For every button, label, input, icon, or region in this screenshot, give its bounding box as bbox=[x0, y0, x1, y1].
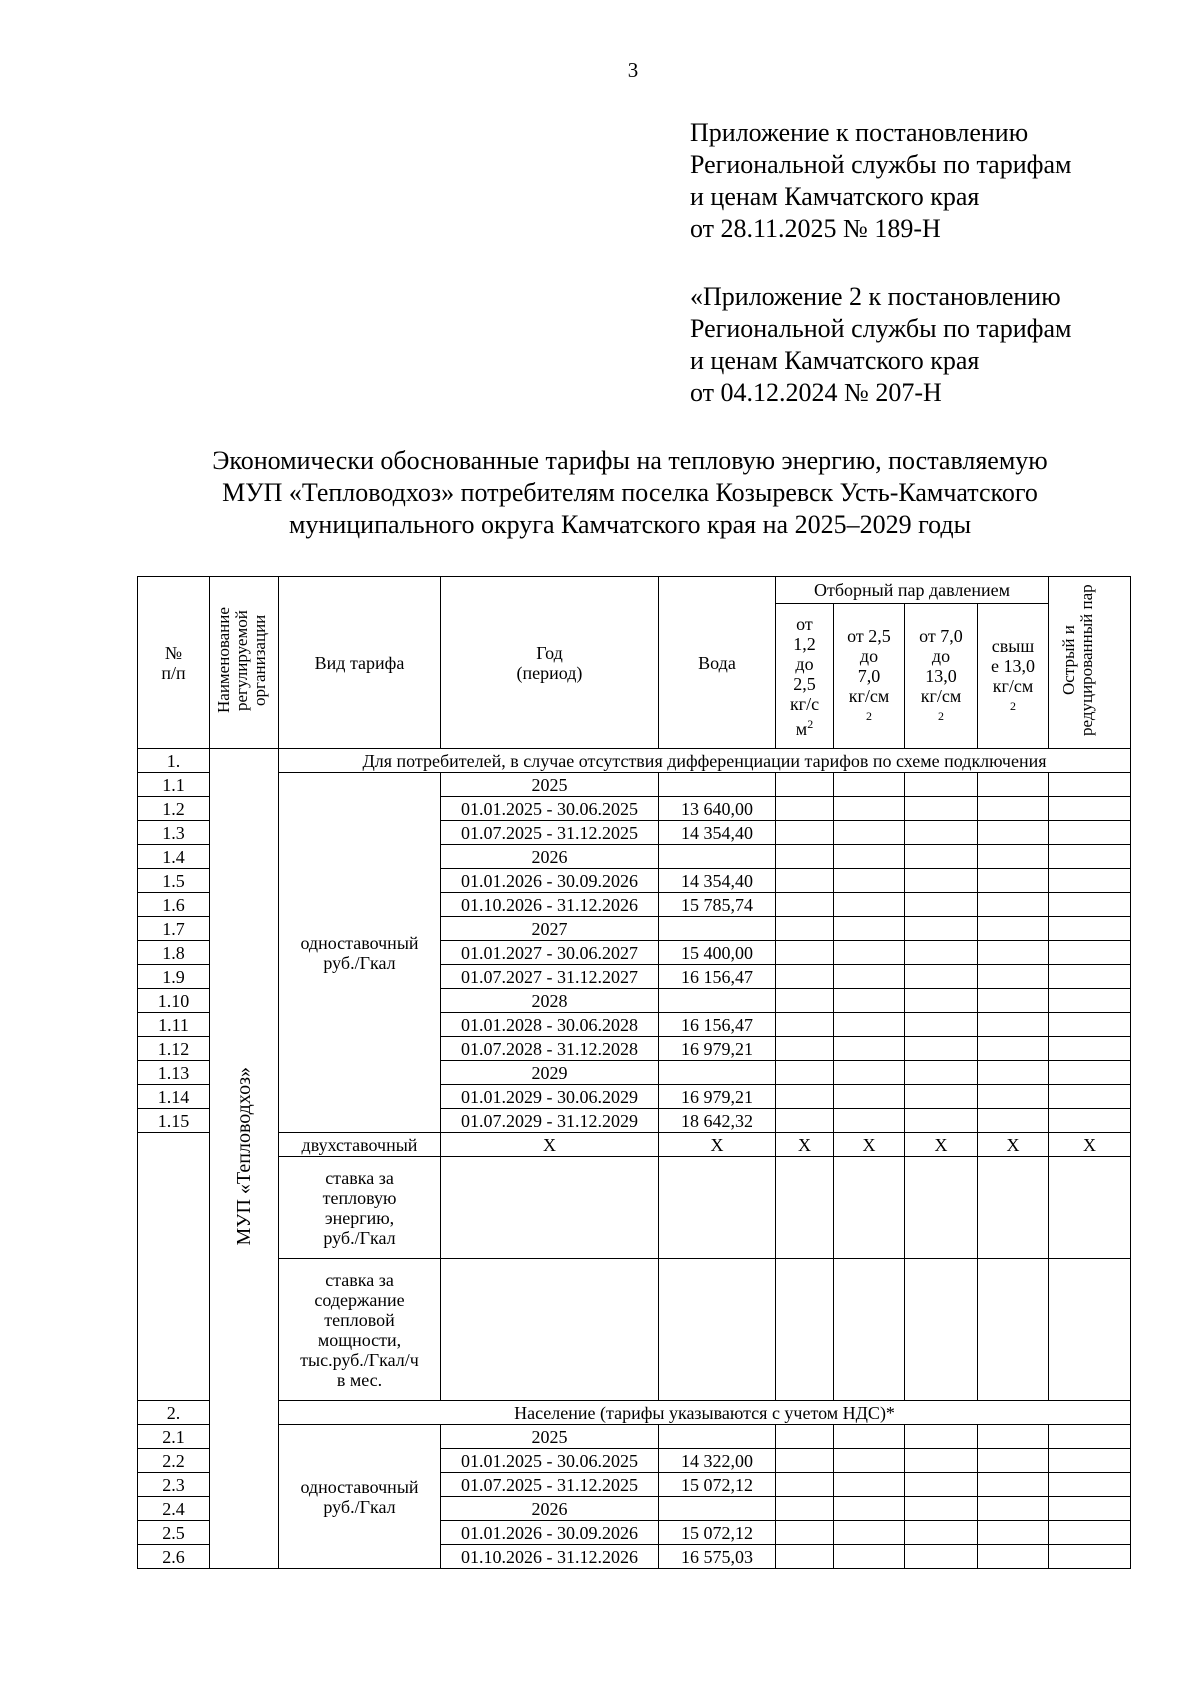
water-cell bbox=[659, 845, 776, 869]
section-row bbox=[138, 1401, 1131, 1425]
row-number: 1.2 bbox=[138, 797, 210, 821]
period-cell: 01.07.2025 - 31.12.2025 bbox=[441, 821, 659, 845]
row-number: 2.3 bbox=[138, 1473, 210, 1497]
header-text: е 13,0 bbox=[991, 656, 1036, 676]
superscript: 2 bbox=[1010, 699, 1017, 713]
period-cell: 01.07.2029 - 31.12.2029 bbox=[441, 1109, 659, 1133]
header-text: кг/см bbox=[920, 686, 962, 706]
header-text: м bbox=[795, 718, 808, 739]
superscript: 2 bbox=[866, 709, 872, 723]
title-line: муниципального округа Камчатского края на 2025–2029 годы bbox=[288, 510, 972, 539]
page-number: 3 bbox=[627, 58, 639, 82]
appendix-line: Региональной службы по тарифам bbox=[690, 314, 1072, 343]
header-steam-7-13 bbox=[905, 604, 978, 749]
tariff-type-single-rate bbox=[279, 773, 441, 1133]
x-mark: X bbox=[1049, 1133, 1131, 1157]
header-text: 7,0 bbox=[857, 666, 881, 686]
period-cell: 2026 bbox=[441, 845, 659, 869]
row-number: 1.7 bbox=[138, 917, 210, 941]
header-steam-group: Отборный пар давлением bbox=[776, 577, 1049, 604]
water-cell: 14 354,40 bbox=[659, 869, 776, 893]
header-text: 2,5 bbox=[793, 673, 816, 694]
row-number: 2.2 bbox=[138, 1449, 210, 1473]
row-number: 1. bbox=[138, 749, 210, 773]
table-row bbox=[138, 773, 1131, 797]
header-text: свыш bbox=[991, 636, 1035, 656]
section-row bbox=[138, 749, 1131, 773]
document-title bbox=[130, 445, 1130, 541]
header-text: от bbox=[796, 613, 813, 634]
water-cell: 16 156,47 bbox=[659, 965, 776, 989]
row-number: 1.8 bbox=[138, 941, 210, 965]
org-name: МУП «Тепловодхоз» bbox=[233, 1067, 255, 1246]
header-text: до bbox=[795, 653, 814, 674]
row-number: 1.13 bbox=[138, 1061, 210, 1085]
header-row bbox=[138, 577, 1131, 604]
water-cell: 16 575,03 bbox=[659, 1545, 776, 1569]
rate-text: тепловую bbox=[322, 1187, 397, 1208]
water-cell bbox=[659, 989, 776, 1013]
rate-text: содержание bbox=[314, 1289, 405, 1310]
tariff-table bbox=[137, 576, 1131, 1569]
section-title: Население (тарифы указываются с учетом НДС)* bbox=[279, 1401, 1131, 1425]
row-number: 2.1 bbox=[138, 1425, 210, 1449]
header-text: (период) bbox=[516, 662, 583, 683]
header-sharp-steam bbox=[1049, 577, 1131, 749]
header-text: кг/см bbox=[848, 686, 890, 706]
water-cell: 14 322,00 bbox=[659, 1449, 776, 1473]
header-text: до bbox=[931, 646, 951, 666]
row-number: 1.15 bbox=[138, 1109, 210, 1133]
row-number: 1.4 bbox=[138, 845, 210, 869]
water-cell: 14 354,40 bbox=[659, 821, 776, 845]
header-text: кг/см bbox=[992, 676, 1034, 696]
water-cell: 16 979,21 bbox=[659, 1085, 776, 1109]
x-mark: X bbox=[978, 1133, 1049, 1157]
x-mark: X bbox=[776, 1133, 834, 1157]
header-text: от 7,0 bbox=[919, 626, 963, 646]
x-mark: X bbox=[441, 1133, 659, 1157]
rate-text: ставка за bbox=[325, 1269, 394, 1290]
row-number: 1.9 bbox=[138, 965, 210, 989]
water-cell: 15 072,12 bbox=[659, 1473, 776, 1497]
header-steam-2.5-7 bbox=[834, 604, 905, 749]
x-mark: X bbox=[905, 1133, 978, 1157]
water-cell bbox=[659, 773, 776, 797]
period-cell: 2029 bbox=[441, 1061, 659, 1085]
header-text bbox=[776, 714, 833, 739]
period-cell: 2028 bbox=[441, 989, 659, 1013]
period-cell: 01.01.2025 - 30.06.2025 bbox=[441, 1449, 659, 1473]
header-text: Год bbox=[536, 642, 563, 663]
header-text: до bbox=[859, 646, 879, 666]
row-number: 2.5 bbox=[138, 1521, 210, 1545]
table-row-rate-capacity bbox=[138, 1259, 1131, 1401]
water-cell bbox=[659, 1497, 776, 1521]
period-cell: 2026 bbox=[441, 1497, 659, 1521]
water-cell bbox=[659, 1061, 776, 1085]
water-cell: 16 156,47 bbox=[659, 1013, 776, 1037]
superscript: 2 bbox=[807, 716, 814, 731]
period-cell: 01.07.2027 - 31.12.2027 bbox=[441, 965, 659, 989]
header-text: от 2,5 bbox=[847, 626, 891, 646]
period-cell: 01.01.2025 - 30.06.2025 bbox=[441, 797, 659, 821]
water-cell: 15 072,12 bbox=[659, 1521, 776, 1545]
period-cell: 01.10.2026 - 31.12.2026 bbox=[441, 1545, 659, 1569]
row-number: 1.11 bbox=[138, 1013, 210, 1037]
header-year bbox=[441, 577, 659, 749]
period-cell: 01.10.2026 - 31.12.2026 bbox=[441, 893, 659, 917]
water-cell: 13 640,00 bbox=[659, 797, 776, 821]
x-mark: X bbox=[659, 1133, 776, 1157]
tariff-type-text: руб./Гкал bbox=[323, 952, 396, 973]
rate-capacity-label bbox=[279, 1259, 441, 1401]
tariff-type-single-rate bbox=[279, 1425, 441, 1569]
header-text: 1,2 bbox=[793, 633, 816, 654]
water-cell bbox=[659, 917, 776, 941]
period-cell: 2025 bbox=[441, 1425, 659, 1449]
row-number: 1.10 bbox=[138, 989, 210, 1013]
water-cell bbox=[659, 1425, 776, 1449]
period-cell: 01.01.2026 - 30.09.2026 bbox=[441, 869, 659, 893]
period-cell: 01.01.2027 - 30.06.2027 bbox=[441, 941, 659, 965]
row-number: 2. bbox=[138, 1401, 210, 1425]
table-row-two-rate bbox=[138, 1133, 1131, 1157]
rate-text: тепловой bbox=[324, 1309, 395, 1330]
appendix-line: от 04.12.2024 № 207-Н bbox=[690, 378, 942, 407]
row-number: 1.5 bbox=[138, 869, 210, 893]
header-text: 13,0 bbox=[925, 666, 957, 686]
water-cell: 15 785,74 bbox=[659, 893, 776, 917]
rate-text: мощности, bbox=[317, 1329, 402, 1350]
header-text: № bbox=[164, 642, 183, 663]
x-mark: X bbox=[834, 1133, 905, 1157]
appendix-current-decree bbox=[690, 117, 1071, 245]
tariff-type-two-rate: двухставочный bbox=[279, 1133, 441, 1157]
header-steam-1-2.5 bbox=[776, 604, 834, 749]
period-cell: 2025 bbox=[441, 773, 659, 797]
appendix-line: Региональной службы по тарифам bbox=[690, 150, 1072, 179]
rate-text: тыс.руб./Гкал/ч bbox=[300, 1349, 419, 1370]
tariff-type-text: одноставочный bbox=[300, 932, 419, 953]
header-text: кг/с bbox=[789, 693, 820, 714]
row-number: 2.6 bbox=[138, 1545, 210, 1569]
appendix-line: и ценам Камчатского края bbox=[690, 346, 980, 375]
section-title: Для потребителей, в случае отсутствия дифференциации тарифов по схеме подключения bbox=[279, 749, 1131, 773]
row-number: 1.6 bbox=[138, 893, 210, 917]
rate-text: ставка за bbox=[325, 1167, 394, 1188]
water-cell: 15 400,00 bbox=[659, 941, 776, 965]
header-org bbox=[210, 577, 279, 749]
header-text: Острый и редуцированный пар bbox=[1058, 584, 1096, 737]
period-cell: 01.01.2028 - 30.06.2028 bbox=[441, 1013, 659, 1037]
header-steam-over-13 bbox=[978, 604, 1049, 749]
water-cell: 16 979,21 bbox=[659, 1037, 776, 1061]
rate-text: энергию, bbox=[324, 1207, 395, 1228]
rate-text: руб./Гкал bbox=[323, 1227, 396, 1248]
period-cell: 2027 bbox=[441, 917, 659, 941]
row-number-empty bbox=[138, 1133, 210, 1401]
title-line: МУП «Тепловодхоз» потребителям поселка Козыревск Усть-Камчатского bbox=[222, 478, 1038, 507]
row-number: 1.12 bbox=[138, 1037, 210, 1061]
period-cell: 01.07.2028 - 31.12.2028 bbox=[441, 1037, 659, 1061]
appendix-previous-decree bbox=[690, 281, 1071, 409]
rate-energy-label bbox=[279, 1157, 441, 1259]
header-water: Вода bbox=[659, 577, 776, 749]
appendix-line: и ценам Камчатского края bbox=[690, 182, 980, 211]
header-text: Наименование регулируемой организации bbox=[214, 607, 269, 714]
header-text: п/п bbox=[161, 662, 186, 683]
tariff-type-text: одноставочный bbox=[300, 1476, 419, 1497]
superscript: 2 bbox=[938, 709, 944, 723]
header-number bbox=[138, 577, 210, 749]
appendix-line: Приложение к постановлению bbox=[690, 118, 1029, 147]
row-number: 1.14 bbox=[138, 1085, 210, 1109]
header-tariff-type: Вид тарифа bbox=[279, 577, 441, 749]
period-cell: 01.01.2026 - 30.09.2026 bbox=[441, 1521, 659, 1545]
period-cell: 01.07.2025 - 31.12.2025 bbox=[441, 1473, 659, 1497]
table-row bbox=[138, 1425, 1131, 1449]
rate-text: в мес. bbox=[336, 1369, 383, 1390]
title-line: Экономически обоснованные тарифы на тепловую энергию, поставляемую bbox=[212, 446, 1048, 475]
period-cell: 01.01.2029 - 30.06.2029 bbox=[441, 1085, 659, 1109]
row-number: 1.1 bbox=[138, 773, 210, 797]
tariff-type-text: руб./Гкал bbox=[323, 1496, 396, 1517]
table-row-rate-energy bbox=[138, 1157, 1131, 1259]
appendix-line: от 28.11.2025 № 189-Н bbox=[690, 214, 941, 243]
row-number: 1.3 bbox=[138, 821, 210, 845]
appendix-line: «Приложение 2 к постановлению bbox=[690, 282, 1061, 311]
row-number: 2.4 bbox=[138, 1497, 210, 1521]
water-cell: 18 642,32 bbox=[659, 1109, 776, 1133]
org-cell bbox=[210, 749, 279, 1569]
